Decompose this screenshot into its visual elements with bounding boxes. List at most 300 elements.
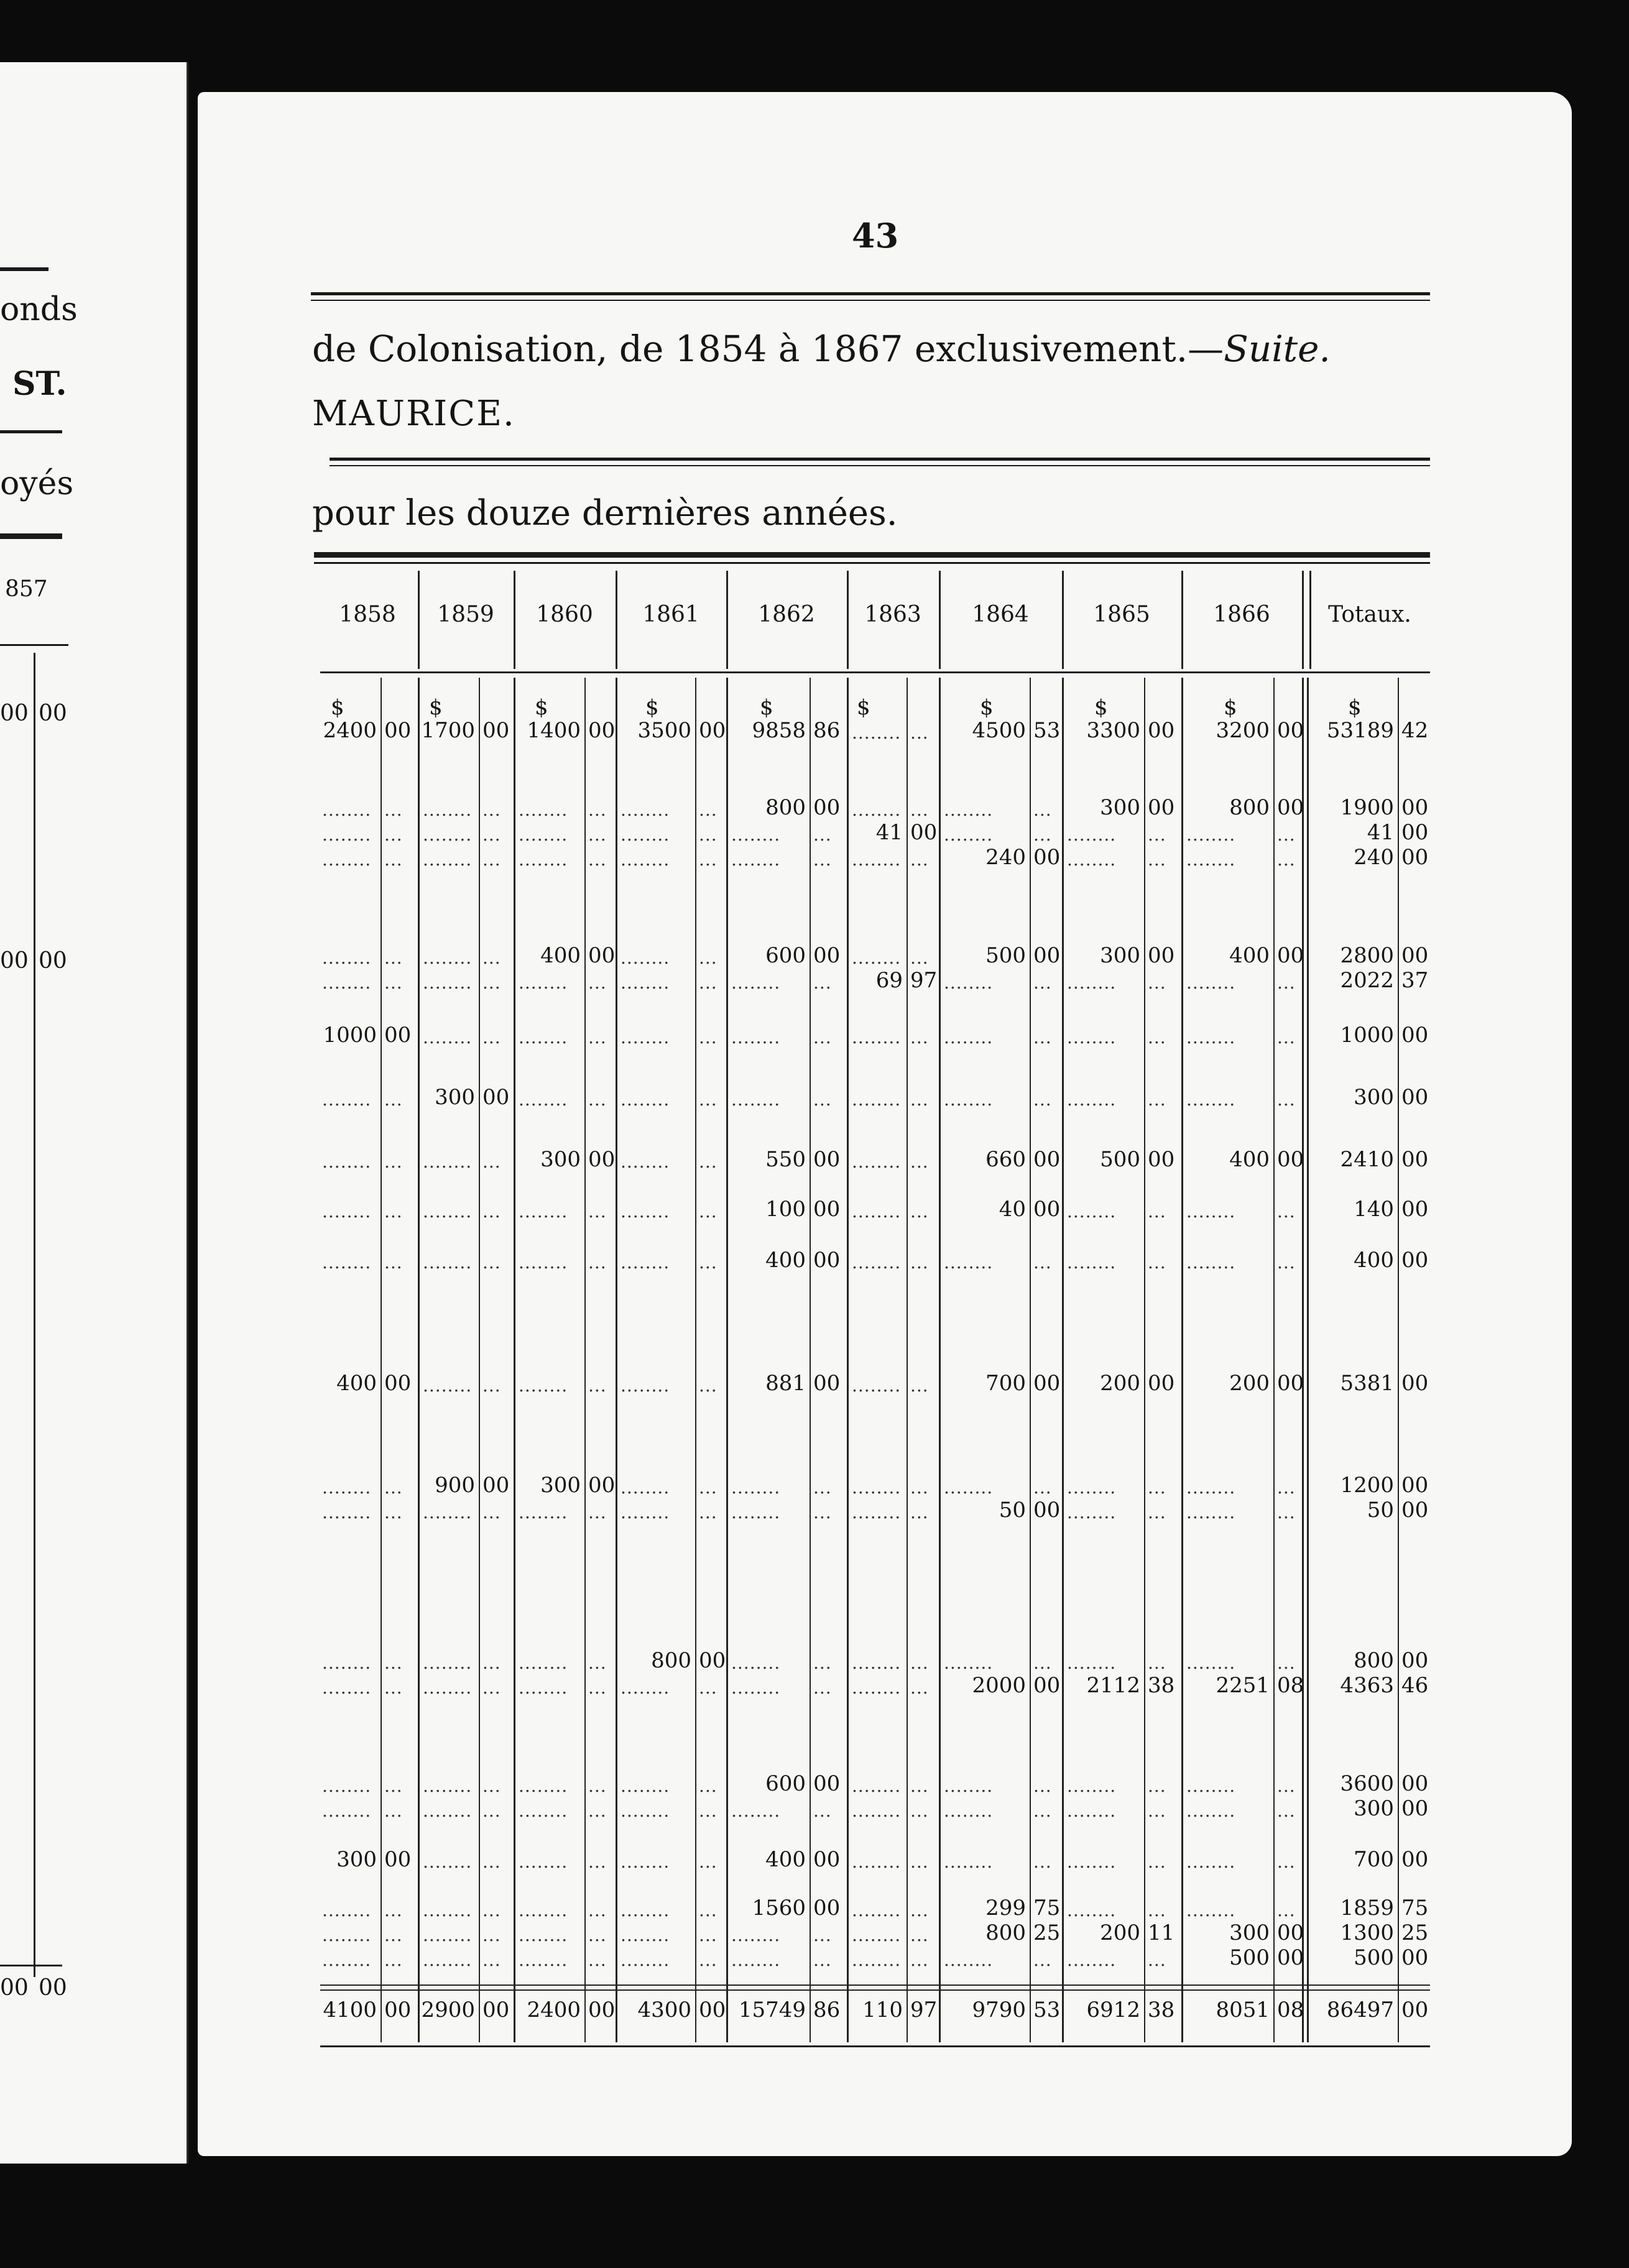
table-cell-cents: 75	[1033, 1896, 1061, 1920]
leader-dots: ...	[588, 972, 607, 993]
leader-dots: ........	[519, 1502, 568, 1523]
leader-dots: ........	[1186, 824, 1236, 845]
leader-dots: ........	[1186, 1089, 1236, 1110]
leader-dots: ...	[699, 1502, 718, 1523]
table-cell-cents: 00	[813, 1248, 841, 1273]
leader-dots: ...	[813, 1653, 832, 1673]
leader-dots: ...	[482, 824, 501, 845]
table-cell-dollars: 5381	[1340, 1371, 1394, 1396]
leader-dots: ...	[1148, 1800, 1166, 1821]
leader-dots: ........	[731, 1950, 781, 1970]
table-cell-cents: 00	[813, 943, 841, 968]
leader-dots: ...	[910, 1027, 929, 1048]
leader-dots: ...	[813, 1925, 832, 1945]
leader-dots: ...	[1033, 1851, 1052, 1872]
leader-dots: ...	[1277, 972, 1296, 993]
table-cell-dollars: 400	[765, 1248, 806, 1273]
total-cell-dollars: 15749	[738, 1998, 806, 2022]
leader-dots: ...	[699, 1800, 718, 1821]
leader-dots: ...	[1033, 1477, 1052, 1498]
leader-dots: ........	[322, 1477, 372, 1498]
table-cell-dollars: 500	[1354, 1945, 1394, 1970]
column-header: 1866	[1213, 602, 1270, 627]
table-cell-cents: 08	[1277, 1673, 1304, 1698]
table-cell-dollars: 500	[985, 943, 1026, 968]
table-cell-dollars: 400	[1229, 1147, 1270, 1172]
leader-dots: ........	[1067, 1089, 1117, 1110]
table-cell-dollars: 550	[765, 1147, 806, 1172]
table-cell-cents: 00	[1277, 943, 1304, 968]
leader-dots: ...	[384, 947, 403, 968]
table-cell-dollars: 300	[1100, 943, 1140, 968]
leader-dots: ...	[384, 1800, 403, 1821]
leader-dots: ........	[423, 1653, 473, 1673]
leader-dots: ........	[852, 1477, 902, 1498]
totals-rule	[320, 1989, 1430, 1991]
leader-dots: ...	[588, 1800, 607, 1821]
leader-dots: ...	[1148, 1201, 1166, 1222]
table-cell-cents: 00	[699, 1648, 726, 1673]
total-cell-cents: 97	[910, 1998, 938, 2022]
table-cell-dollars: 1700	[421, 718, 475, 743]
table-cell-dollars: 4500	[972, 718, 1026, 743]
leader-dots: ...	[588, 800, 607, 820]
leader-dots: ...	[482, 1950, 501, 1970]
leader-dots: ........	[621, 1925, 670, 1945]
section-rule	[330, 458, 1430, 461]
leader-dots: ........	[944, 1477, 994, 1498]
leader-dots: ........	[1186, 1027, 1236, 1048]
leader-dots: ...	[699, 849, 718, 870]
top-double-rule	[311, 292, 1430, 295]
left-value: 00	[39, 701, 67, 726]
table-cell-cents: 00	[1033, 1197, 1061, 1222]
leader-dots: ........	[423, 1776, 473, 1796]
leader-dots: ........	[322, 1677, 372, 1698]
dollar-sign: $	[535, 695, 548, 720]
leader-dots: ........	[731, 824, 781, 845]
leader-dots: ........	[621, 1477, 670, 1498]
total-cell-dollars: 8051	[1216, 1998, 1270, 2022]
total-cell-cents: 00	[588, 1998, 616, 2022]
leader-dots: ...	[1277, 1851, 1296, 1872]
total-cell-dollars: 86497	[1326, 1998, 1394, 2022]
table-cell-cents: 75	[1401, 1896, 1429, 1920]
leader-dots: ........	[852, 1900, 902, 1920]
leader-dots: ........	[944, 1027, 994, 1048]
leader-dots: ........	[519, 1851, 568, 1872]
table-cell-cents: 00	[1401, 1371, 1429, 1396]
leader-dots: ...	[1148, 1900, 1166, 1920]
leader-dots: ........	[731, 1653, 781, 1673]
table-cell-dollars: 800	[985, 1920, 1026, 1945]
leader-dots: ........	[944, 972, 994, 993]
leader-dots: ...	[910, 1477, 929, 1498]
column-header: Totaux.	[1328, 602, 1411, 627]
leader-dots: ...	[699, 1089, 718, 1110]
leader-dots: ........	[852, 1151, 902, 1172]
column-header: 1858	[339, 602, 396, 627]
leader-dots: ...	[1033, 1027, 1052, 1048]
leader-dots: ...	[910, 800, 929, 820]
section-rule-thin	[330, 465, 1430, 466]
table-cell-cents: 00	[1148, 1147, 1175, 1172]
table-cell-dollars: 800	[1354, 1648, 1394, 1673]
table-cell-dollars: 40	[999, 1197, 1026, 1222]
table-cell-dollars: 300	[336, 1847, 377, 1872]
leader-dots: ...	[588, 1776, 607, 1796]
column-divider	[1307, 678, 1309, 2042]
table-cell-dollars: 299	[985, 1896, 1026, 1920]
leader-dots: ........	[322, 1201, 372, 1222]
leader-dots: ...	[813, 824, 832, 845]
leader-dots: ........	[944, 1252, 994, 1273]
leader-dots: ........	[621, 1252, 670, 1273]
leader-dots: ........	[852, 1089, 902, 1110]
left-value: 00	[0, 701, 29, 726]
leader-dots: ...	[699, 1851, 718, 1872]
leader-dots: ........	[519, 1776, 568, 1796]
total-cell-dollars: 6912	[1086, 1998, 1140, 2022]
leader-dots: ...	[1148, 1653, 1166, 1673]
leader-dots: ........	[621, 1151, 670, 1172]
leader-dots: ...	[910, 1900, 929, 1920]
table-cell-cents: 00	[1401, 1771, 1429, 1796]
leader-dots: ........	[1067, 824, 1117, 845]
leader-dots: ........	[322, 849, 372, 870]
table-cell-dollars: 9858	[752, 718, 806, 743]
table-cell-cents: 00	[384, 718, 412, 743]
table-cell-dollars: 2022	[1340, 968, 1394, 993]
table-cell-cents: 00	[813, 1847, 841, 1872]
table-cell-cents: 00	[588, 718, 616, 743]
table-cell-dollars: 881	[765, 1371, 806, 1396]
table-cell-cents: 00	[482, 1085, 510, 1110]
leader-dots: ........	[423, 1677, 473, 1698]
leader-dots: ...	[588, 1950, 607, 1970]
leader-dots: ...	[699, 1950, 718, 1970]
leader-dots: ........	[423, 1950, 473, 1970]
leader-dots: ........	[519, 1800, 568, 1821]
leader-dots: ........	[423, 1027, 473, 1048]
table-cell-dollars: 240	[985, 845, 1026, 870]
leader-dots: ...	[384, 1925, 403, 1945]
leader-dots: ...	[813, 1800, 832, 1821]
leader-dots: ...	[699, 824, 718, 845]
table-cell-cents: 25	[1401, 1920, 1429, 1945]
leader-dots: ...	[482, 1375, 501, 1396]
table-cell-cents: 00	[813, 1147, 841, 1172]
leader-dots: ...	[384, 1900, 403, 1920]
leader-dots: ...	[699, 800, 718, 820]
leader-dots: ........	[1186, 1502, 1236, 1523]
leader-dots: ........	[1186, 1653, 1236, 1673]
table-cell-cents: 00	[813, 1771, 841, 1796]
leader-dots: ........	[621, 1502, 670, 1523]
leader-dots: ........	[731, 1027, 781, 1048]
total-cell-cents: 00	[482, 1998, 510, 2022]
leader-dots: ...	[910, 1201, 929, 1222]
leader-dots: ...	[699, 1900, 718, 1920]
leader-dots: ...	[1033, 1653, 1052, 1673]
leader-dots: ........	[322, 1925, 372, 1945]
leader-dots: ...	[482, 1900, 501, 1920]
leader-dots: ........	[621, 1851, 670, 1872]
table-cell-dollars: 1000	[323, 1023, 377, 1048]
table-cell-dollars: 500	[1229, 1945, 1270, 1970]
table-cell-dollars: 300	[1100, 795, 1140, 820]
leader-dots: ........	[621, 1800, 670, 1821]
column-divider	[1181, 678, 1183, 2042]
table-cell-dollars: 600	[765, 1771, 806, 1796]
leader-dots: ...	[588, 1201, 607, 1222]
table-cell-dollars: 1300	[1340, 1920, 1394, 1945]
table-cell-dollars: 1200	[1340, 1473, 1394, 1498]
column-divider	[939, 678, 941, 2042]
table-cell-dollars: 2251	[1216, 1673, 1270, 1698]
leader-dots: ........	[852, 947, 902, 968]
table-cell-cents: 00	[1401, 1796, 1429, 1821]
table-cell-dollars: 800	[1229, 795, 1270, 820]
table-cell-dollars: 3200	[1216, 718, 1270, 743]
table-cell-cents: 00	[1401, 820, 1429, 845]
leader-dots: ........	[1067, 1851, 1117, 1872]
table-cell-cents: 00	[1033, 1371, 1061, 1396]
left-rule	[0, 533, 62, 539]
leader-dots: ...	[910, 947, 929, 968]
leader-dots: ...	[1148, 1851, 1166, 1872]
leader-dots: ...	[588, 1252, 607, 1273]
leader-dots: ........	[519, 1201, 568, 1222]
leader-dots: ........	[1186, 972, 1236, 993]
left-value: 00	[39, 948, 67, 974]
table-cell-dollars: 140	[1354, 1197, 1394, 1222]
totals-rule	[320, 1984, 1430, 1986]
header-bottom-rule	[320, 671, 1430, 673]
cents-divider	[1273, 678, 1275, 2042]
leader-dots: ...	[699, 1477, 718, 1498]
table-cell-cents: 00	[1148, 718, 1175, 743]
dollar-sign: $	[1094, 695, 1108, 720]
table-top-rule-thin	[314, 562, 1430, 564]
leader-dots: ...	[384, 824, 403, 845]
table-cell-cents: 00	[588, 943, 616, 968]
table-cell-dollars: 3500	[637, 718, 691, 743]
cents-divider	[1398, 678, 1399, 2042]
table-cell-cents: 00	[1401, 1945, 1429, 1970]
leader-dots: ...	[910, 1950, 929, 1970]
leader-dots: ........	[621, 800, 670, 820]
table-cell-cents: 00	[1401, 1023, 1429, 1048]
leader-dots: ........	[519, 1027, 568, 1048]
table-cell-cents: 00	[813, 1371, 841, 1396]
table-cell-dollars: 300	[1354, 1796, 1394, 1821]
leader-dots: ...	[1277, 1776, 1296, 1796]
leader-dots: ...	[482, 1653, 501, 1673]
leader-dots: ...	[482, 947, 501, 968]
table-cell-dollars: 1900	[1340, 795, 1394, 820]
leader-dots: ...	[588, 1900, 607, 1920]
column-divider	[1062, 678, 1064, 2042]
leader-dots: ........	[731, 849, 781, 870]
left-value: 00	[0, 948, 29, 974]
cents-divider	[381, 678, 382, 2042]
leader-dots: ........	[519, 972, 568, 993]
leader-dots: ........	[621, 1201, 670, 1222]
leader-dots: ........	[1067, 1252, 1117, 1273]
leader-dots: ...	[910, 1502, 929, 1523]
leader-dots: ........	[423, 1151, 473, 1172]
leader-dots: ........	[1067, 1653, 1117, 1673]
leader-dots: ...	[482, 800, 501, 820]
table-cell-cents: 00	[1401, 943, 1429, 968]
table-cell-cents: 00	[1401, 1847, 1429, 1872]
leader-dots: ...	[1033, 800, 1052, 820]
leader-dots: ........	[322, 1653, 372, 1673]
total-cell-cents: 00	[699, 1998, 726, 2022]
table-cell-cents: 00	[384, 1847, 412, 1872]
table-cell-cents: 25	[1033, 1920, 1061, 1945]
left-rule	[0, 1965, 62, 1966]
table-cell-dollars: 2000	[972, 1673, 1026, 1698]
leader-dots: ...	[384, 1776, 403, 1796]
leader-dots: ........	[731, 1089, 781, 1110]
leader-dots: ...	[1033, 972, 1052, 993]
table-cell-dollars: 300	[540, 1147, 581, 1172]
total-cell-dollars: 4300	[637, 1998, 691, 2022]
leader-dots: ...	[384, 1950, 403, 1970]
leader-dots: ........	[519, 849, 568, 870]
leader-dots: ...	[384, 1252, 403, 1273]
leader-dots: ...	[1148, 972, 1166, 993]
title-main: de Colonisation, de 1854 à 1867 exclusivement.—	[312, 328, 1224, 370]
leader-dots: ........	[852, 1776, 902, 1796]
table-cell-dollars: 3600	[1340, 1771, 1394, 1796]
leader-dots: ........	[1186, 1800, 1236, 1821]
column-header: 1859	[437, 602, 494, 627]
leader-dots: ........	[322, 1252, 372, 1273]
column-header: 1860	[536, 602, 593, 627]
table-subtitle: pour les douze dernières années.	[312, 493, 898, 533]
table-cell-dollars: 41	[1367, 820, 1394, 845]
dollar-sign: $	[857, 695, 870, 720]
table-cell-cents: 00	[813, 795, 841, 820]
leader-dots: ...	[1277, 1900, 1296, 1920]
table-top-rule	[314, 552, 1430, 558]
leader-dots: ........	[621, 1027, 670, 1048]
table-cell-dollars: 300	[540, 1473, 581, 1498]
leader-dots: ...	[482, 1252, 501, 1273]
table-bottom-rule	[320, 2045, 1430, 2047]
leader-dots: ........	[621, 947, 670, 968]
leader-dots: ...	[384, 1089, 403, 1110]
header-divider	[1302, 571, 1304, 669]
column-header: 1864	[972, 602, 1029, 627]
title-suite: Suite.	[1224, 328, 1331, 370]
leader-dots: ........	[852, 1800, 902, 1821]
leader-dots: ........	[731, 1502, 781, 1523]
table-cell-cents: 00	[1277, 1371, 1304, 1396]
left-value: 00	[0, 1975, 29, 2001]
leader-dots: ...	[588, 824, 607, 845]
table-cell-cents: 11	[1148, 1920, 1175, 1945]
leader-dots: ...	[813, 972, 832, 993]
total-cell-dollars: 2400	[527, 1998, 581, 2022]
leader-dots: ........	[621, 972, 670, 993]
leader-dots: ........	[621, 1776, 670, 1796]
table-cell-cents: 00	[813, 1197, 841, 1222]
leader-dots: ...	[699, 947, 718, 968]
leader-dots: ...	[813, 1950, 832, 1970]
page-title	[312, 328, 1331, 370]
leader-dots: ...	[1033, 824, 1052, 845]
leader-dots: ........	[519, 1950, 568, 1970]
table-cell-cents: 00	[1401, 795, 1429, 820]
cents-divider	[810, 678, 811, 2042]
leader-dots: ........	[519, 1925, 568, 1945]
table-cell-cents: 00	[1033, 1147, 1061, 1172]
table-cell-dollars: 1000	[1340, 1023, 1394, 1048]
leader-dots: ........	[621, 1900, 670, 1920]
table-cell-cents: 00	[1277, 1920, 1304, 1945]
left-text-line: ST.	[12, 365, 67, 403]
leader-dots: ...	[699, 1375, 718, 1396]
leader-dots: ...	[813, 1502, 832, 1523]
cents-divider	[1144, 678, 1145, 2042]
leader-dots: ...	[1277, 824, 1296, 845]
leader-dots: ...	[588, 1851, 607, 1872]
total-cell-cents: 86	[813, 1998, 841, 2022]
leader-dots: ........	[944, 1800, 994, 1821]
dollar-sign: $	[760, 695, 773, 720]
leader-dots: ...	[384, 1477, 403, 1498]
leader-dots: ........	[519, 1900, 568, 1920]
table-cell-dollars: 900	[435, 1473, 475, 1498]
leader-dots: ........	[852, 1201, 902, 1222]
leader-dots: ........	[852, 800, 902, 820]
leader-dots: ...	[1148, 1477, 1166, 1498]
leader-dots: ........	[852, 1375, 902, 1396]
total-cell-cents: 38	[1148, 1998, 1175, 2022]
leader-dots: ...	[588, 1089, 607, 1110]
table-cell-cents: 97	[910, 968, 938, 993]
dollar-sign: $	[429, 695, 443, 720]
leader-dots: ...	[1148, 824, 1166, 845]
column-header: 1862	[758, 602, 815, 627]
leader-dots: ........	[322, 800, 372, 820]
table-cell-dollars: 800	[651, 1648, 691, 1673]
leader-dots: ...	[699, 1201, 718, 1222]
leader-dots: ...	[699, 1776, 718, 1796]
table-cell-cents: 00	[699, 718, 726, 743]
dollar-sign: $	[331, 695, 344, 720]
leader-dots: ...	[482, 1151, 501, 1172]
table-cell-dollars: 300	[1354, 1085, 1394, 1110]
leader-dots: ...	[813, 849, 832, 870]
leader-dots: ........	[423, 1502, 473, 1523]
leader-dots: ........	[852, 1502, 902, 1523]
leader-dots: ........	[852, 849, 902, 870]
leader-dots: ...	[1033, 1252, 1052, 1273]
leader-dots: ........	[322, 1151, 372, 1172]
leader-dots: ...	[813, 1477, 832, 1498]
leader-dots: ...	[384, 1502, 403, 1523]
cents-divider	[695, 678, 696, 2042]
leader-dots: ........	[731, 1800, 781, 1821]
leader-dots: ........	[322, 1089, 372, 1110]
column-divider	[514, 678, 515, 2042]
leader-dots: ........	[1067, 849, 1117, 870]
